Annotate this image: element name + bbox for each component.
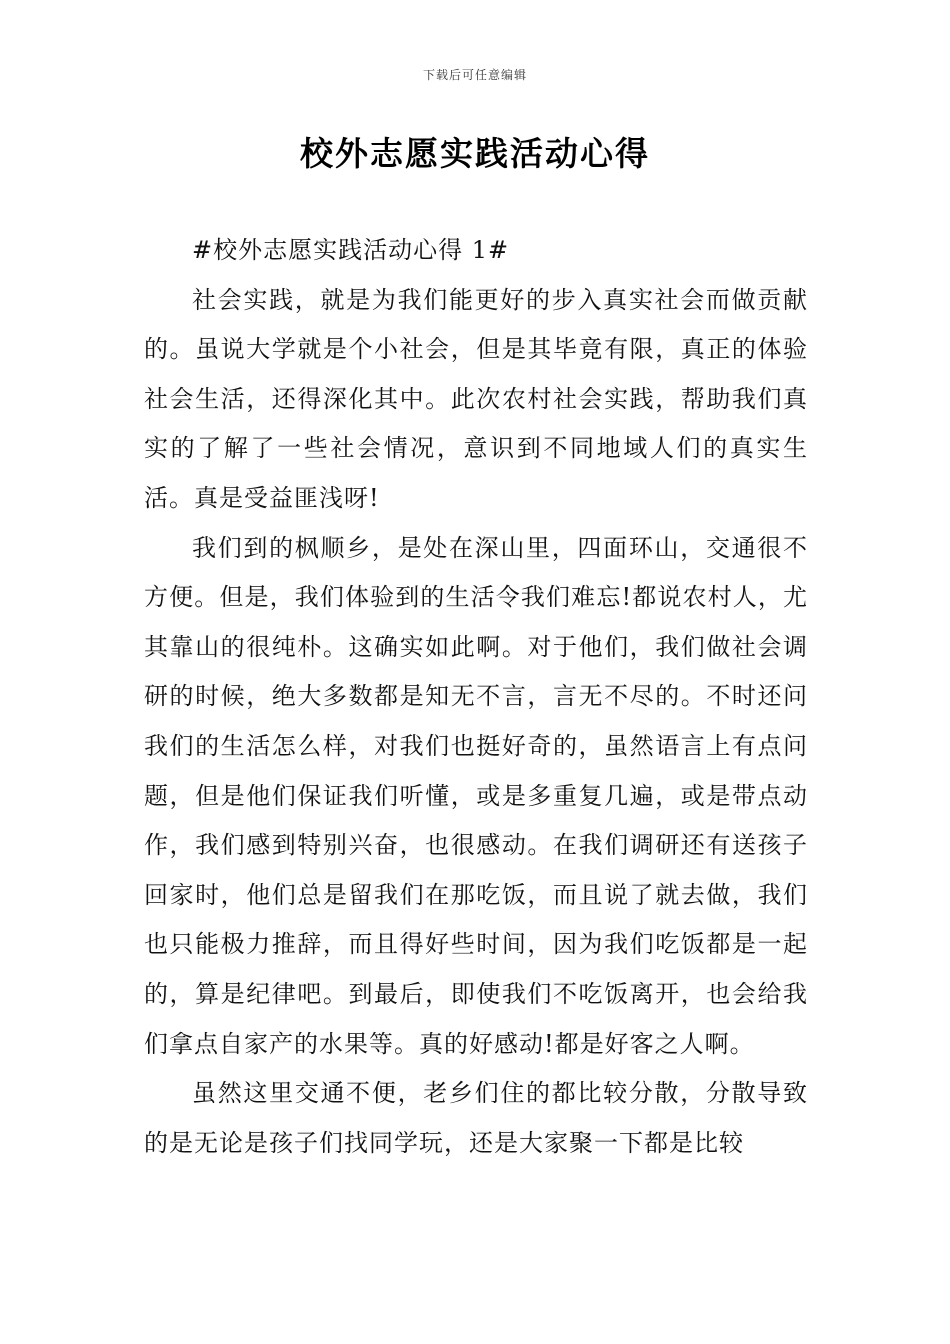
- document-title: 校外志愿实践活动心得: [300, 134, 650, 173]
- paragraph-2: 我们到的枫顺乡，是处在深山里，四面环山，交通很不方便。但是，我们体验到的生活令我们难忘!都说农村人，尤其靠山的很纯朴。这确实如此啊。对于他们，我们做社会调研的时候，绝大多数都是知无不言，言无不尽的。不时还问我们的生活怎么样，对我们也挺好奇的，虽然语言上有点问题，但是他们保证我们听懂，或是多重复几遍，或是带点动作，我们感到特别兴奋，也很感动。在我们调研还有送孩子回家时，他们总是留我们在那吃饭，而且说了就去做，我们也只能极力推辞，而且得好些时间，因为我们吃饭都是一起的，算是纪律吧。到最后，即使我们不吃饭离开，也会给我们拿点自家产的水果等。真的好感动!都是好客之人啊。: [144, 533, 808, 1058]
- document-body: [144, 226, 808, 1168]
- header-note: 下载后可任意编辑: [422, 68, 527, 82]
- paragraph-1: 社会实践，就是为我们能更好的步入真实社会而做贡献的。虽说大学就是个小社会，但是其毕竟有限，真正的体验社会生活，还得深化其中。此次农村社会实践，帮助我们真实的了解了一些社会情况，意识到不同地域人们的真实生活。真是受益匪浅呀!: [144, 285, 808, 512]
- section-heading: #校外志愿实践活动心得 1#: [192, 236, 510, 264]
- paragraph-3: 虽然这里交通不便，老乡们住的都比较分散，分散导致的是无论是孩子们找同学玩，还是大家聚一下都是比较: [144, 1079, 808, 1157]
